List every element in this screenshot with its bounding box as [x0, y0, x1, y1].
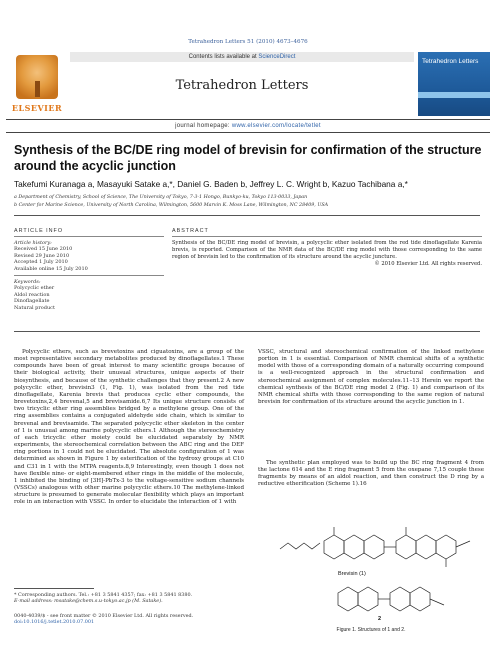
author-list: Takefumi Kuranaga a, Masayuki Satake a,*, Daniel G. Baden b, Jeffrey L. C. Wright b, Kazuo Tachibana a,*: [14, 179, 408, 189]
publisher-name: ELSEVIER: [11, 103, 63, 113]
corresponding-author-note: * Corresponding authors. Tel.: +81 3 5841 4357; fax: +81 3 5841 8380.: [14, 592, 193, 598]
copyright-notice: © 2010 Elsevier Ltd. All rights reserved.: [374, 261, 482, 267]
history-accepted: Accepted 1 July 2010: [14, 259, 68, 266]
figure-label-brevisin: Brevisin (1): [338, 571, 366, 577]
history-label: Article history:: [14, 240, 52, 246]
figure-label-model: 2: [378, 616, 382, 622]
figure-caption: Figure 1. Structures of 1 and 2.: [336, 627, 406, 633]
keyword-item: Dinoflagellate: [14, 298, 50, 305]
homepage-prefix: journal homepage:: [175, 123, 232, 129]
keywords-divider: [14, 275, 164, 276]
ring-c: [364, 535, 384, 559]
model-ring-d: [390, 587, 410, 611]
header-divider: [6, 132, 490, 133]
abstract-divider: [14, 331, 480, 332]
article-info: [14, 228, 164, 311]
journal-citation[interactable]: Tetrahedron Letters 51 (2010) 4673–4676: [188, 39, 308, 45]
abstract-heading: ABSTRACT: [172, 228, 482, 237]
model-ring-e: [410, 587, 430, 611]
abstract-text: Synthesis of the BC/DE ring model of brevisin, a polycyclic ether isolated from the red tide dinoflagellate Karenia brevis, is reported. Comparison of the NMR data of the BC/DE ring model with those corresponding to the same region of brevisin led to the confirmation of its structure around the acyclic juncture.: [172, 240, 482, 260]
cover-title: Tetrahedron Letters: [422, 58, 479, 65]
contents-prefix: Contents lists available at: [188, 54, 259, 60]
article-info-heading: ARTICLE INFO: [14, 228, 164, 237]
doi-link[interactable]: doi:10.1016/j.tetlet.2010.07.001: [14, 619, 95, 626]
ring-e: [416, 535, 436, 559]
ring-d: [396, 535, 416, 559]
history-revised: Revised 29 June 2010: [14, 252, 70, 259]
body-paragraph-right-2: The synthetic plan employed was to build up the BC ring fragment 4 from the lactone 614 and the E ring fragment 5 from the oxepane 7,15 couple these fragments by means of an aldol reaction, and then construct the D ring by a reductive etherification (Scheme 1).16: [258, 460, 484, 488]
affiliation-a: a Department of Chemistry, School of Science, The University of Tokyo, 7-3-1 Hongo, Bunkyo-ku, Tokyo 113-0033, Japan: [14, 195, 308, 200]
keyword-item: Natural product: [14, 304, 55, 311]
footnote: [14, 592, 244, 605]
model-ring-c: [358, 587, 378, 611]
affiliation-b: b Center for Marine Science, University of North Carolina, Wilmington, 5600 Marvin K. Moss Lane, Wilmington, NC 28409, USA: [14, 203, 329, 208]
ring-a: [324, 535, 344, 559]
affiliation-divider: [14, 215, 480, 216]
history-online: Available online 15 July 2010: [14, 265, 88, 272]
ring-f: [436, 535, 456, 559]
journal-title: Tetrahedron Letters: [175, 78, 309, 93]
publisher-logo[interactable]: [6, 52, 68, 116]
keyword-item: Aldol reaction: [14, 291, 50, 298]
history-received: Received 15 June 2010: [14, 246, 73, 253]
elsevier-tree-icon: [16, 55, 58, 99]
homepage-link[interactable]: www.elsevier.com/locate/tetlet: [231, 123, 321, 129]
sciencedirect-link[interactable]: ScienceDirect: [258, 54, 296, 60]
contents-bar: [70, 52, 414, 62]
cover-stripe: [418, 92, 490, 98]
ring-b: [344, 535, 364, 559]
footnote-divider: [14, 588, 94, 589]
figure-structures[interactable]: [278, 497, 488, 622]
author-email[interactable]: E-mail address: msatake@chem.s.u-tokyo.ac.jp (M. Satake).: [14, 598, 163, 605]
aldehyde-side-chain: [280, 543, 320, 549]
publication-info: [14, 613, 244, 626]
article-title: Synthesis of the BC/DE ring model of brevisin for confirmation of the structure around the acyclic junction: [14, 143, 482, 173]
keywords-label: Keywords:: [14, 279, 41, 286]
model-ring-b: [338, 587, 358, 611]
journal-homepage: [6, 119, 490, 130]
keyword-item: Polycyclic ether: [14, 285, 55, 292]
journal-cover[interactable]: [418, 52, 490, 116]
journal-header: [70, 52, 414, 116]
issn-line: 0040-4039/$ - see front matter © 2010 Elsevier Ltd. All rights reserved.: [14, 613, 194, 619]
abstract-section: [172, 228, 482, 268]
body-paragraph-right-1: VSSC, structural and stereochemical confirmation of the linked methylene portion in 1 is essential. Comparison of NMR chemical shifts of a synthetic model with those of a corresponding domain of a naturally occurring compound is a well-recognized approach in the structural confirmation and stereochemical assignment of complex molecules.11–13 Herein we report the chemical synthesis of the BC/DE ring model 2 (Fig. 1) and comparison of its NMR chemical shifts with those corresponding to the same region of natural brevisin for confirmation of its structure around the acyclic junction in 1.: [258, 349, 484, 406]
structure-drawing: [278, 497, 488, 622]
body-paragraph-left: Polycyclic ethers, such as brevetoxins and ciguatoxins, are a group of the most representative secondary metabolites produced by dinoflagellates.1 These compounds have been of great interest to many scientific groups because of their biological activity, their unusual structures, unique aspects of their biosynthesis, and because of the synthetic challenges that they present.2 A new polycyclic ether, brevisin3 (1, Fig. 1), was isolated from the red tide dinoflagellate, Karenia brevis that produces cyclic ether compounds, the brevetoxins,2,4 brevenal,5 and brevisamide.6,7 Its unique structure consists of two tricyclic ether ring assemblies bridged by a methylene group. One of the ring assemblies contains a conjugated aldehyde side chain, which is similar to brevenal and brevisamide. The separated polycyclic ether skeleton in the center of 1 is unusual among marine polycyclic ethers.1 Although the stereochemistry of each tricyclic ether moiety could be elucidated separately by NMR experiments, the stereochemical correlation between the ABC ring and the DEF ring portions in 1 could not be elucidated. The absolute configuration of 1 was determined as shown in Figure 1 by esterification of the hydroxy groups at C10 and C31 in 1 with the MTPA reagents.8,9 Interestingly, even though 1 does not have flexible nine- or eight-membered ether rings in the middle of the molecule, 1 inhibited the binding of [3H]-PbTx-3 to the voltage-sensitive sodium channels (VSSCs) analogous with other marine polycyclic ethers.10 The methylene-linked structure is presumed to generate molecular flexibility which plays an important role in an interaction with VSSC. In order to elucidate the interaction of 1 with: [14, 349, 244, 506]
